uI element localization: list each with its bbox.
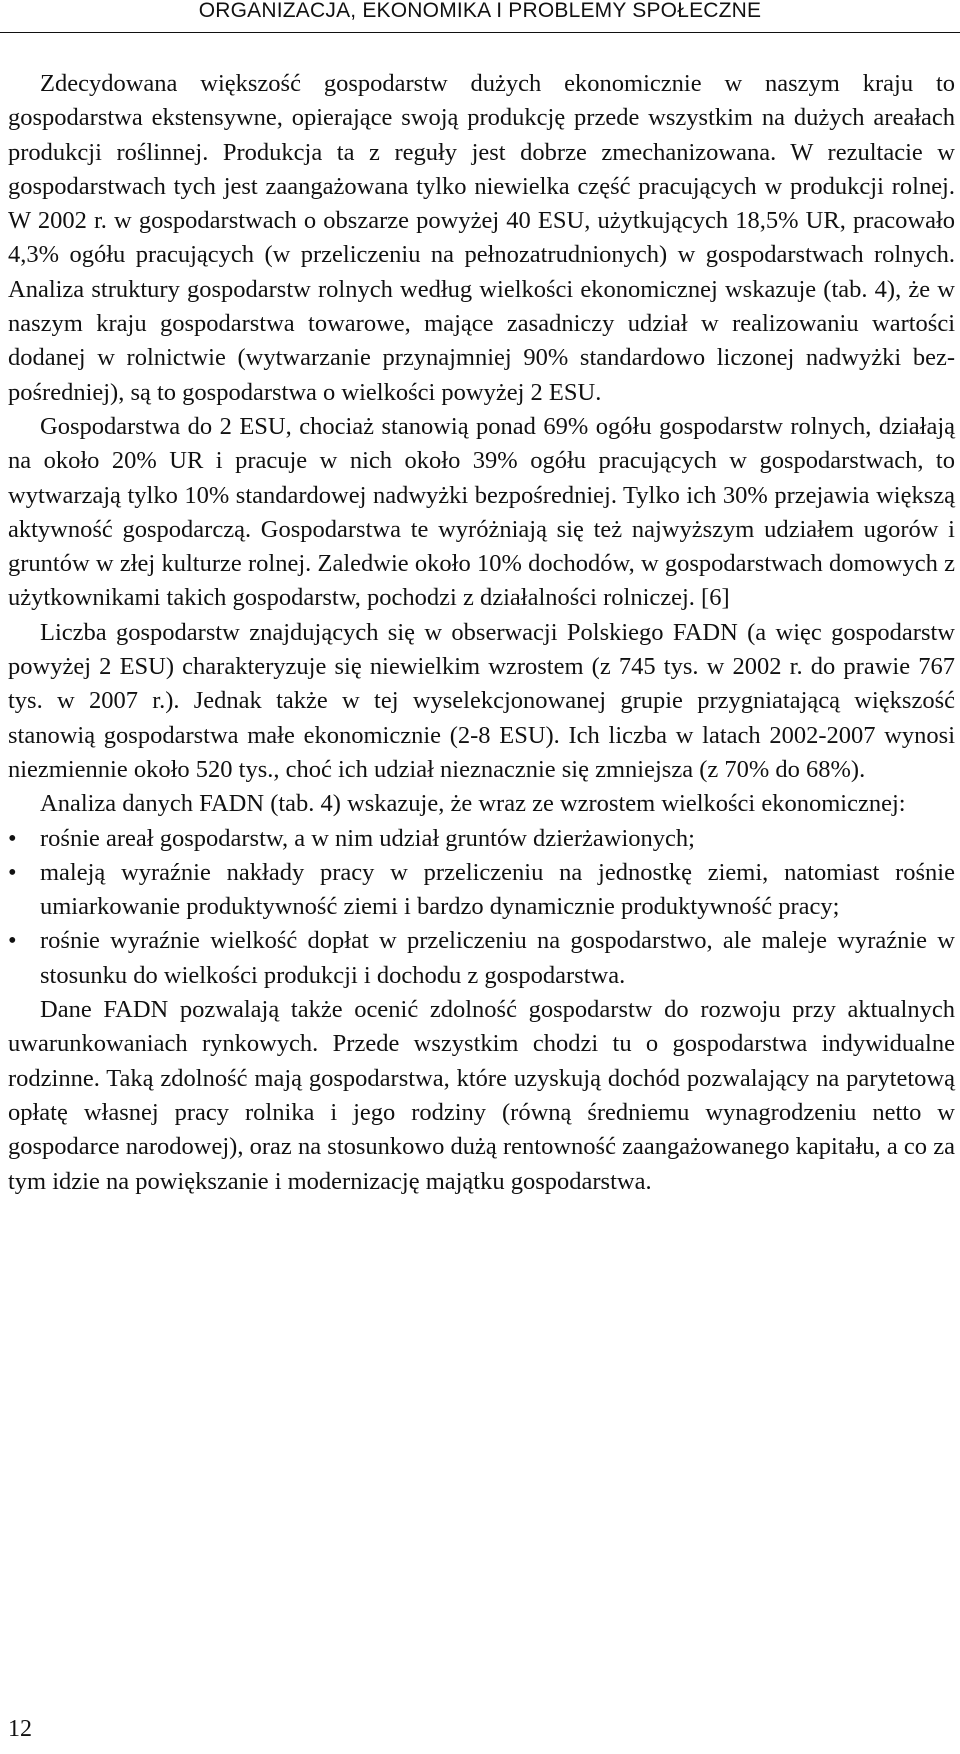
list-item-text: rośnie wyraźnie wielkość dopłat w przeliczeniu na gospodarstwo, ale maleje wyraźnie w stosunku do wielkości produkcji i dochodu z gospodarstwa. bbox=[40, 927, 955, 989]
bullet-icon: • bbox=[8, 824, 17, 852]
bullet-list bbox=[8, 822, 955, 993]
running-header: ORGANIZACJA, EKONOMIKA I PROBLEMY SPOŁECZNE bbox=[0, 0, 960, 33]
page-body bbox=[8, 67, 955, 1199]
paragraph: Dane FADN pozwalają także ocenić zdolność gospodarstw do rozwoju przy aktualnych uwarunkowaniach rynkowych. Przede wszystkim chodzi tu o gospodarstwa indywidualne rodzinne. Taką zdolność mają gospodarstwa, które uzyskują dochód pozwalający na parytetową opłatę własnej pracy rolnika i jego rodziny (równą średniemu wynagrodzeniu netto w gospodarce narodowej), oraz na stosunkowo dużą rentowność zaangażowanego kapitału, a co za tym idzie na powiększanie i modernizację majątku gospodarstwa. bbox=[8, 996, 955, 1195]
paragraph: Analiza danych FADN (tab. 4) wskazuje, że wraz ze wzrostem wielkości ekonomicznej: bbox=[40, 790, 906, 818]
list-item bbox=[8, 856, 955, 925]
list-item-text: maleją wyraźnie nakłady pracy w przeliczeniu na jednostkę ziemi, natomiast rośnie umiarkowanie produktywność ziemi i bardzo dynamicznie produktywność pracy; bbox=[40, 858, 955, 921]
paragraph: Zdecydowana większość gospodarstw dużych ekonomicznie w naszym kraju to gospodarstwa ekstensywne, opierające swoją produkcję przede wszystkim na dużych areałach produkcji roślinnej. Produkcja ta z reguły jest dobrze zmechanizowana. W rezultacie w gospodarstwach tych jest zaangażowana tylko niewielka część pracujących w produkcji rolnej. W 2002 r. w gospodarstwach o obszarze powyżej 40 ESU, użytkujących 18,5% UR, pracowało 4,3% ogółu pracujących (w przeliczeniu na pełnozatrudnionych) w gospodarstwach rolnych. Analiza struktury gospodarstw rolnych według wielkości ekonomicznej wskazuje (tab. 4), że w naszym kraju gospodarstwa towarowe, mające zasadniczy udział w realizowaniu wartości dodanej w rolnictwie (wytwarzanie przynajmniej 90% standardowo liczonej nadwyżki bezpośredniej), są to gospodarstwa o wielkości powyżej 2 ESU. bbox=[8, 70, 955, 406]
paragraph: Liczba gospodarstw znajdujących się w obserwacji Polskiego FADN (a więc gospodarstw powyżej 2 ESU) charakteryzuje się niewielkim wzrostem (z 745 tys. w 2002 r. do prawie 767 tys. w 2007 r.). Jednak także w tej wyselekcjonowanej grupie przygniatającą większość stanowią gospodarstwa małe ekonomicznie (2-8 ESU). Ich liczba w latach 2002-2007 wynosi niezmiennie około 520 tys., choć ich udział nieznacznie się zmniejsza (z 70% do 68%). bbox=[8, 618, 955, 783]
paragraph: Gospodarstwa do 2 ESU, chociaż stanowią ponad 69% ogółu gospodarstw rolnych, działają na około 20% UR i pracuje w nich około 39% ogółu pracujących w gospodarstwach, to wytwarzają tylko 10% standardowej nadwyżki bezpośredniej. Tylko ich 30% przejawia większą aktywność gospodarczą. Gospodarstwa te wyróżniają się też najwyższym udziałem ugorów i gruntów w złej kulturze rolnej. Zaledwie około 10% dochodów, w gospodarstwach domowych z użytkownikami takich gospodarstw, pochodzi z działalności rolniczej. [6] bbox=[8, 412, 955, 612]
list-item bbox=[8, 822, 955, 856]
list-item bbox=[8, 924, 955, 993]
bullet-icon: • bbox=[8, 927, 17, 955]
page-number: 12 bbox=[8, 1716, 32, 1742]
bullet-icon: • bbox=[8, 858, 17, 886]
list-item-text: rośnie areał gospodarstw, a w nim udział gruntów dzierżawionych; bbox=[40, 824, 695, 852]
